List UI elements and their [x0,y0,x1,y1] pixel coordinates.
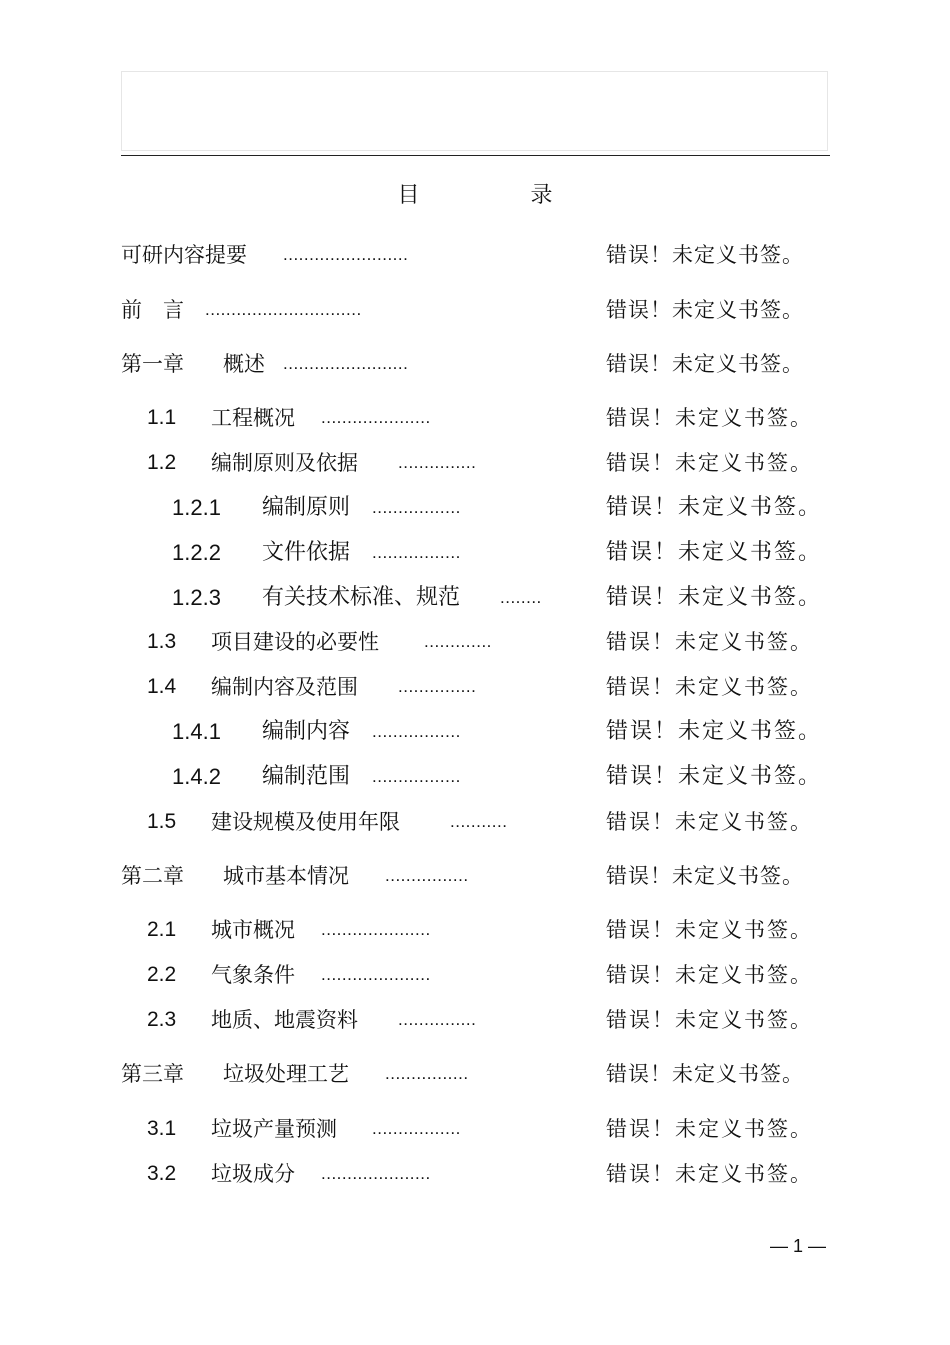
toc-entry-label: 编制原则 [262,495,351,520]
toc-entry[interactable] [0,490,950,526]
toc-entry-number: 第一章 [121,352,184,376]
toc-entry-label: 垃圾处理工艺 [223,1062,349,1086]
toc-entry[interactable] [0,912,950,948]
toc-entry-label: 垃圾产量预测 [211,1117,337,1141]
toc-entry-leader-dots: ............. [424,632,492,651]
toc-entry-leader-dots: ..................... [321,1164,431,1183]
toc-entry-label: 编制范围 [262,764,351,789]
toc-entry[interactable] [0,759,950,795]
toc-entry-number: 第二章 [121,864,184,888]
toc-entry-number: 第三章 [121,1062,184,1086]
toc-entry[interactable] [0,346,950,382]
toc-entry[interactable] [0,445,950,481]
toc-entry-page-ref: 错误！未定义书签。 [606,540,823,565]
toc-entry-number: 1.4 [147,675,177,698]
toc-entry-label: 气象条件 [211,963,295,987]
toc-entry-leader-dots: ............... [398,677,477,696]
toc-entry[interactable] [0,714,950,750]
toc-entry-leader-dots: ........ [500,588,542,607]
toc-entry-page-ref: 错误！未定义书签。 [606,1162,813,1186]
toc-entry[interactable] [0,858,950,894]
toc-entry-number: 2.3 [147,1008,177,1031]
toc-entry[interactable] [0,804,950,840]
toc-entry-page-ref: 错误！未定义书签。 [606,352,804,376]
toc-entry[interactable] [0,1111,950,1147]
toc-entry-leader-dots: ............... [398,453,477,472]
toc-entry-leader-dots: ........................ [283,245,409,264]
toc-entry-number: 2.2 [147,963,177,986]
toc-entry-label: 项目建设的必要性 [211,630,379,654]
toc-entry-number: 1.2.2 [172,540,221,565]
toc-entry-leader-dots: ............... [398,1010,477,1029]
toc-entry[interactable] [0,624,950,660]
toc-entry-label: 前 言 [121,298,184,322]
page-number: — 1 — [770,1236,827,1256]
toc-entry[interactable] [0,1002,950,1038]
toc-entry-leader-dots: ................. [372,767,461,786]
toc-entry-number: 1.2.3 [172,585,221,610]
toc-entry-leader-dots: ........................ [283,354,409,373]
toc-entry-page-ref: 错误！未定义书签。 [606,1117,813,1141]
toc-entry-label: 垃圾成分 [211,1162,295,1186]
toc-entry-leader-dots: ................. [372,498,461,517]
toc-entry-label: 编制原则及依据 [211,451,358,475]
toc-entry-label: 概述 [223,352,265,376]
toc-entry-page-ref: 错误！未定义书签。 [606,451,813,475]
toc-entry-leader-dots: ................ [385,866,469,885]
toc-entry-page-ref: 错误！未定义书签。 [606,963,813,987]
toc-entry[interactable] [0,535,950,571]
toc-entry-label: 城市基本情况 [223,864,349,888]
toc-entry-label: 编制内容 [262,719,351,744]
toc-entry-label: 有关技术标准、规范 [262,585,461,610]
toc-entry[interactable] [0,580,950,616]
toc-entry-leader-dots: ..................... [321,965,431,984]
toc-entry-page-ref: 错误！未定义书签。 [606,585,823,610]
toc-entry-leader-dots: .............................. [205,300,362,319]
toc-entry-leader-dots: ................ [385,1064,469,1083]
toc-entry-page-ref: 错误！未定义书签。 [606,1062,804,1086]
toc-entry-leader-dots: ........... [450,812,508,831]
toc-entry[interactable] [0,400,950,436]
toc-entry-page-ref: 错误！未定义书签。 [606,810,813,834]
toc-entry-label: 建设规模及使用年限 [211,810,400,834]
toc-entry-leader-dots: ..................... [321,408,431,427]
toc-entry-page-ref: 错误！未定义书签。 [606,864,804,888]
toc-entry-page-ref: 错误！未定义书签。 [606,764,823,789]
toc-entry-page-ref: 错误！未定义书签。 [606,918,813,942]
toc-entry-page-ref: 错误！未定义书签。 [606,719,823,744]
toc-entry-number: 1.5 [147,810,177,833]
toc-entry-number: 1.4.2 [172,764,221,789]
header-rule [121,155,830,156]
toc-entry-number: 1.2 [147,451,177,474]
toc-entry-page-ref: 错误！未定义书签。 [606,243,804,267]
toc-entry[interactable] [0,292,950,328]
toc-title: 目 录 [397,183,605,208]
toc-entry-label: 地质、地震资料 [211,1008,358,1032]
toc-entry-page-ref: 错误！未定义书签。 [606,630,813,654]
toc-entry-page-ref: 错误！未定义书签。 [606,1008,813,1032]
toc-entry-leader-dots: ................. [372,543,461,562]
toc-entry-page-ref: 错误！未定义书签。 [606,406,813,430]
toc-entry-number: 3.2 [147,1162,177,1185]
toc-entry-number: 1.2.1 [172,495,221,520]
toc-entry-number: 3.1 [147,1117,177,1140]
toc-entry-label: 工程概况 [211,406,295,430]
toc-entry[interactable] [0,1056,950,1092]
toc-entry-label: 城市概况 [211,918,295,942]
toc-entry[interactable] [0,957,950,993]
toc-entry-label: 编制内容及范围 [211,675,358,699]
toc-entry-page-ref: 错误！未定义书签。 [606,298,804,322]
toc-entry-page-ref: 错误！未定义书签。 [606,675,813,699]
toc-entry-leader-dots: ..................... [321,920,431,939]
toc-entry-number: 1.4.1 [172,719,221,744]
toc-entry-number: 2.1 [147,918,177,941]
toc-entry[interactable] [0,237,950,273]
toc-entry-leader-dots: ................. [372,722,461,741]
toc-entry-number: 1.3 [147,630,177,653]
toc-entry-label: 可研内容提要 [121,243,247,267]
toc-entry[interactable] [0,1156,950,1192]
toc-entry[interactable] [0,669,950,705]
toc-entry-label: 文件依据 [262,540,351,565]
page-header-box [121,71,828,151]
toc-entry-number: 1.1 [147,406,177,429]
toc-entry-page-ref: 错误！未定义书签。 [606,495,823,520]
toc-entry-leader-dots: ................. [372,1119,461,1138]
